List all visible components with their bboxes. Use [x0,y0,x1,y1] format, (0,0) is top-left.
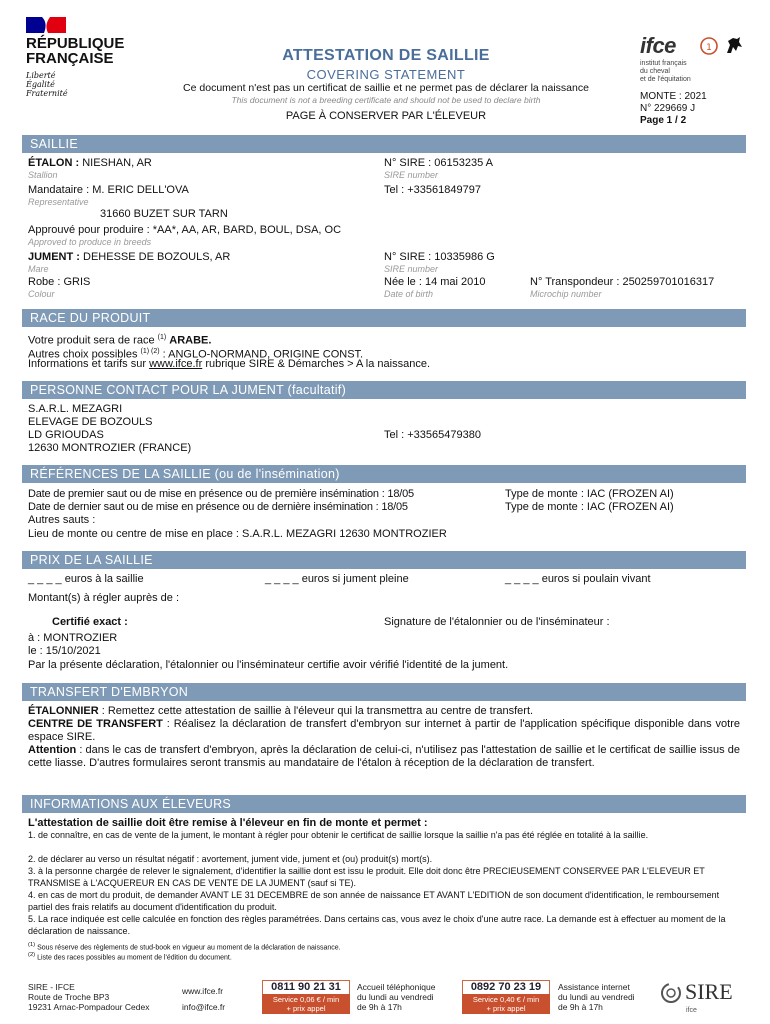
race-alternatives: : ANGLO-NORMAND, ORIGINE CONST. [162,348,364,361]
footnote-2-text: Liste des races possibles au moment de l'édition du document. [37,954,232,962]
robe: Robe : GRIS [28,276,91,288]
type-monte-2: Type de monte : IAC (FROZEN AI) [505,501,674,513]
ifce-link[interactable]: www.ifce.fr [149,358,203,370]
phone-assistance-desc-1: Assistance internet [558,982,630,992]
footer-web[interactable]: www.ifce.fr [182,986,224,996]
race-line1-text: Votre produit sera de race [28,334,155,347]
page-indicator: Page 1 / 2 [640,115,687,126]
phone-accueil-desc-1: Accueil téléphonique [357,982,436,992]
phone-accueil-desc [357,982,435,1012]
etalon-en: Stallion [28,170,58,180]
footnote-2 [28,951,232,962]
phone-assistance-desc [558,982,635,1012]
footnote-1-text: Sous réserve des règlements de stud-book en vigueur au moment de la déclaration de naissance. [37,944,341,952]
motto-egalite: Égalité [26,80,55,89]
ifce-logo [640,33,750,93]
section-prix: PRIX DE LA SAILLIE [22,551,746,569]
transfert-p2 [28,718,740,744]
ifce-tagline-2: du cheval [640,68,670,75]
birth-date: Née le : 14 mai 2010 [384,276,486,288]
phone-assistance-number: 0892 70 23 19 [462,980,550,994]
document-title: ATTESTATION DE SAILLIE [282,47,490,64]
phone-assistance-desc-3: de 9h à 17h [558,1002,603,1012]
ifce-tagline-1: institut français [640,60,687,67]
prix-saillie: _ _ _ _ euros à la saillie [28,573,144,585]
section-race: RACE DU PRODUIT [22,309,746,327]
svg-text:1: 1 [706,43,712,53]
infos-item-2: 2. de déclarer au verso un résultat négatif : avortement, jument vide, jument et (ou) produit(s) mort(s). [28,854,433,864]
certifie-exact: Certifié exact : [52,616,128,628]
horse-icon [724,35,744,55]
transponder: N° Transpondeur : 250259701016317 [530,276,715,288]
race-note-ref: (1) [157,334,167,341]
contact-line-4: 12630 MONTROZIER (FRANCE) [28,442,192,454]
document-subtitle: COVERING STATEMENT [306,67,466,82]
document-number: N° 229669 J [640,103,696,114]
transfert-p2-text: : Réalisez la déclaration de transfert d'embryon sur internet à partir de l'application spécifique disponible dans votre espace SIRE. [28,718,741,743]
race-value: ARABE. [169,334,212,347]
phone-accueil-desc-3: de 9h à 17h [357,1002,402,1012]
sire-etalon-en: SIRE number [384,170,439,180]
transfert-p3-text: : dans le cas de transfert d'embryon, après la déclaration de celui-ci, n'utilisez pas l'attestation de saillie et le certificat de saillie issus de cette liasse. D'autres formulaires seront transmis au mandataire de l'étalon à réception de la déclaration de transfert. [28,744,740,769]
ifce-medal-icon [700,37,718,55]
jument-en: Mare [28,264,49,274]
sire-jument-en: SIRE number [384,264,439,274]
republique-line2: FRANÇAISE [26,50,114,67]
infos-item-4: 4. en cas de mort du produit, de demander AVANT LE 31 DECEMBRE de son année de naissance ET AVANT L'EDITION de son document d'identification, le remboursement partiel des frais relatifs au document d'identification du produit. [28,890,720,912]
transfert-p3-label: Attention [28,744,77,756]
motto [26,71,68,98]
infos-item-1: 1. de connaître, en cas de vente de la jument, le montant à régler pour obtenir le certificat de saillie lorsque la saillie n'a pas été réglée en totalité à la saillie. [28,830,649,840]
phone-accueil-number: 0811 90 21 31 [262,980,350,994]
contact-tel: Tel : +33565479380 [384,429,481,441]
signature-label: Signature de l'étalonnier ou de l'inséminateur : [384,616,610,628]
sire-logo [660,980,750,1016]
transfert-p2-label: CENTRE DE TRANSFERT [28,718,163,730]
transponder-en: Microchip number [530,289,602,299]
infos-item-5: 5. La race indiquée est celle calculée en fonction des règles paramétrées. Dans certains cas, vous avez le choix d'une autre race. La demande est à effectuer au moment de la déclaration de naissance. [28,914,726,936]
mandataire-tel: Tel : +33561849797 [384,184,481,196]
race-line3 [28,358,430,371]
section-infos: INFORMATIONS AUX ÉLEVEURS [22,795,746,813]
notice-fr: Ce document n'est pas un certificat de saillie et ne permet pas de déclarer la naissance [183,82,589,94]
motto-fraternite: Fraternité [26,89,68,98]
footer-mail[interactable]: info@ifce.fr [182,1002,226,1012]
approved-breeds: Approuvé pour produire : *AA*, AA, AR, BARD, BOUL, DSA, OC [28,224,342,236]
certif-declaration: Par la présente déclaration, l'étalonnier ou l'inséminateur certifie avoir vérifié l'identité de la jument. [28,659,509,671]
infos-heading: L'attestation de saillie doit être remise à l'éleveur en fin de monte et permet : [28,817,428,829]
prix-jument-pleine: _ _ _ _ euros si jument pleine [265,573,409,585]
phone-assistance[interactable] [462,980,550,1014]
jument-value: DEHESSE DE BOZOULS, AR [83,251,231,263]
phone-assistance-price-2: + prix appel [486,1004,526,1013]
french-flag-icon [26,17,66,33]
sire-jument: N° SIRE : 10335986 G [384,251,495,263]
race-line2-note-ref: (1) (2) [140,348,160,355]
ifce-tagline-3: et de l'équitation [640,76,691,83]
transfert-p3 [28,744,740,770]
contact-line-3: LD GRIOUDAS [28,429,104,441]
etalon-value: NIESHAN, AR [82,157,152,169]
etalon-field [28,157,152,170]
certif-date: le : 15/10/2021 [28,645,101,657]
birth-date-en: Date of birth [384,289,434,299]
phone-assistance-price-1: Service 0,40 € / min [472,995,540,1004]
lieu-monte: Lieu de monte ou centre de mise en place : S.A.R.L. MEZAGRI 12630 MONTROZIER [28,528,447,540]
race-line2-text: Autres choix possibles [28,348,138,361]
footnote-1-ref: (1) [28,942,36,948]
mandataire-en: Representative [28,197,89,207]
ifce-tagline [640,60,691,84]
sire-etalon: N° SIRE : 06153235 A [384,157,493,169]
etalon-label: ÉTALON : [28,157,80,169]
jument-field [28,251,230,264]
race-line3-text: Informations et tarifs sur [28,358,146,370]
sire-swirl-icon [660,982,682,1004]
republique-logo [26,12,136,100]
republique-line1: RÉPUBLIQUE [26,35,125,52]
first-date: Date de premier saut ou de mise en présence ou de première insémination : 18/05 [28,488,414,500]
mandataire: Mandataire : M. ERIC DELL'OVA [28,184,189,196]
footer-addr-3: 19231 Arnac-Pompadour Cedex [28,1002,150,1012]
mandataire-address: 31660 BUZET SUR TARN [100,208,228,220]
phone-assistance-desc-2: du lundi au vendredi [558,992,635,1002]
phone-accueil-price-1: Service 0,06 € / min [272,995,340,1004]
notice-en: This document is not a breeding certificate and should not be used to declare birth [231,95,541,105]
phone-accueil-price [262,994,350,1014]
footer-addr-2: Route de Troche BP3 [28,992,110,1002]
keep-notice: PAGE À CONSERVER PAR L'ÉLEVEUR [285,110,487,122]
phone-assistance-price [462,994,550,1014]
type-monte-1: Type de monte : IAC (FROZEN AI) [505,488,674,500]
section-contact: PERSONNE CONTACT POUR LA JUMENT (facultatif) [22,381,746,399]
robe-en: Colour [28,289,55,299]
autres-sauts: Autres sauts : [28,514,96,526]
motto-liberte: Liberté [26,71,56,80]
section-transfert: TRANSFERT D'EMBRYON [22,683,746,701]
phone-accueil-price-2: + prix appel [286,1004,326,1013]
phone-accueil-desc-2: du lundi au vendredi [357,992,434,1002]
contact-line-1: S.A.R.L. MEZAGRI [28,403,123,415]
footer-address [28,982,149,1012]
jument-label: JUMENT : [28,251,80,263]
sire-logo-sub: ifce [686,1007,697,1014]
approved-breeds-en: Approved to produce in breeds [28,237,152,247]
footer-addr-1: SIRE - IFCE [28,982,75,992]
section-saillie: SAILLIE [22,135,746,153]
transfert-p1 [28,705,740,718]
last-date: Date de dernier saut ou de mise en présence ou de dernière insémination : 18/05 [28,501,408,513]
transfert-p1-label: ÉTALONNIER [28,705,99,717]
race-line3-suffix: rubrique SIRE & Démarches > A la naissance. [205,358,431,370]
contact-line-2: ELEVAGE DE BOZOULS [28,416,153,428]
montant: Montant(s) à régler auprès de : [28,592,180,604]
monte-info [640,91,707,127]
certif-lieu: à : MONTROZIER [28,632,118,644]
ifce-logo-text: ifce [640,33,676,58]
infos-item-3: 3. à la personne chargée de relever le signalement, d'identifier la saillie dont est issu le produit. Elle doit donc être PRECIEUSEMENT CONSERVEE PAR L'ELEVEUR ET TRANSMISE à L'ACQUEREUR EN CAS DE VENTE DE LA JUMENT (sauf si TE). [28,866,705,888]
prix-poulain-vivant: _ _ _ _ euros si poulain vivant [505,573,651,585]
monte-year: MONTE : 2021 [640,91,707,102]
phone-accueil[interactable] [262,980,350,1014]
sire-logo-text: SIRE [685,979,733,1004]
section-references: RÉFÉRENCES DE LA SAILLIE (ou de l'insémination) [22,465,746,483]
transfert-p1-text: : Remettez cette attestation de saillie à l'éleveur qui la transmettra au centre de transfert. [101,705,534,717]
footnote-2-ref: (2) [28,952,36,958]
